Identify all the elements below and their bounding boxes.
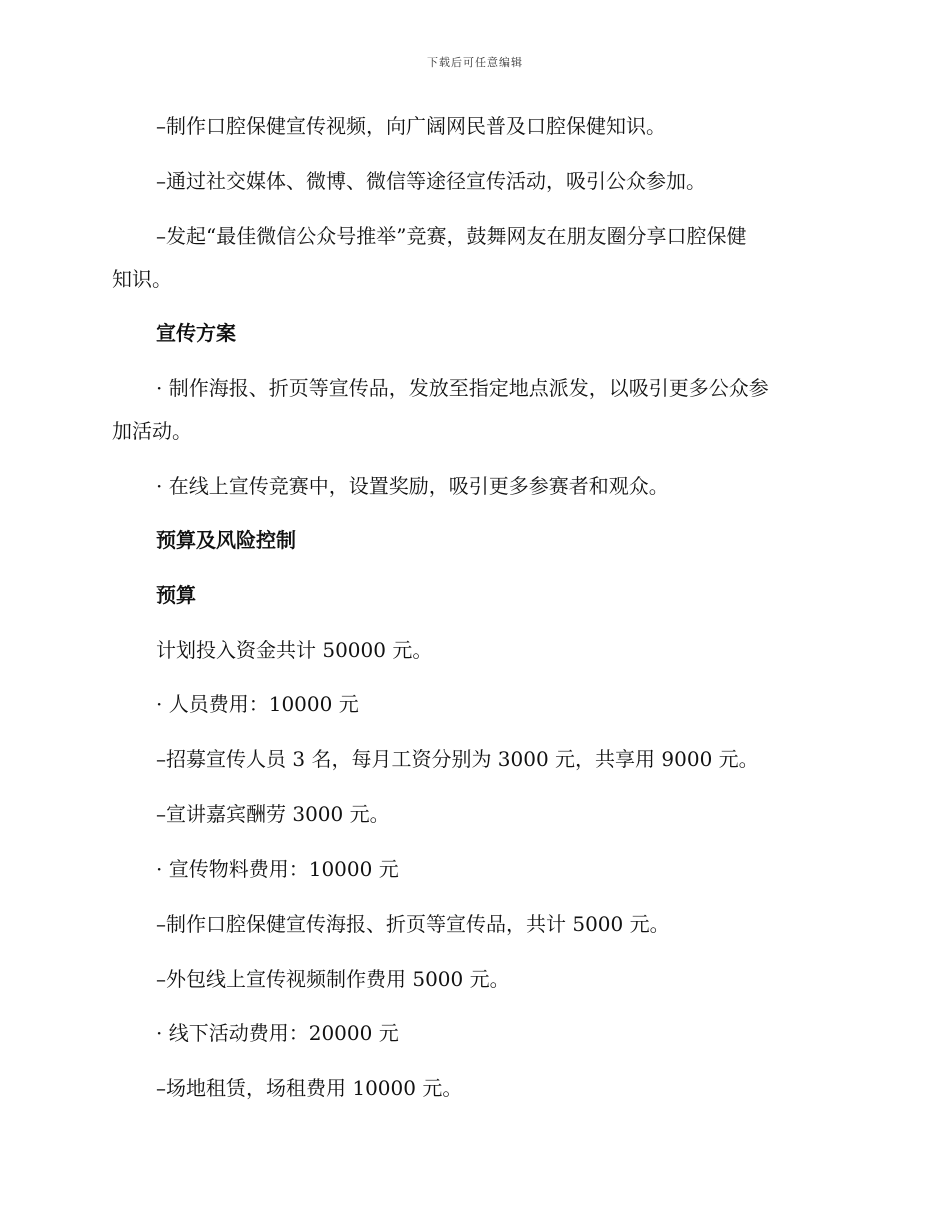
line-text: –外包线上宣传视频制作费用 5000 元。 [156,967,510,991]
line-text: –通过社交媒体、微博、微信等途径宣传活动，吸引公众参加。 [156,169,706,193]
line-text: · 线下活动费用：20000 元 [156,1021,399,1045]
line-text: · 在线上宣传竞赛中，设置奖励，吸引更多参赛者和观众。 [156,474,669,498]
line-text: · 人员费用：10000 元 [156,692,359,716]
line-text: 计划投入资金共计 50000 元。 [156,638,433,662]
heading-text: 宣传方案 [156,321,236,345]
line-text: · 宣传物料费用：10000 元 [156,857,399,881]
line-text: –招募宣传人员 3 名，每月工资分别为 3000 元，共享用 9000 元。 [156,747,759,771]
line-text: –制作口腔保健宣传视频，向广阔网民普及口腔保健知识。 [156,114,666,138]
line-text: 知识。 [112,267,172,291]
page-header-note: 下载后可任意编辑 [427,56,523,69]
line-text: · 制作海报、折页等宣传品，发放至指定地点派发，以吸引更多公众参 [156,376,769,400]
line-text: –制作口腔保健宣传海报、折页等宣传品，共计 5000 元。 [156,912,670,936]
line-text: 加活动。 [112,419,192,443]
line-text: –场地租赁，场租费用 10000 元。 [156,1076,463,1100]
heading-text: 预算及风险控制 [156,528,296,552]
line-text: –发起“最佳微信公众号推举”竞赛，鼓舞网友在朋友圈分享口腔保健 [156,224,747,248]
heading-text: 预算 [156,583,196,607]
line-text: –宣讲嘉宾酬劳 3000 元。 [156,802,390,826]
